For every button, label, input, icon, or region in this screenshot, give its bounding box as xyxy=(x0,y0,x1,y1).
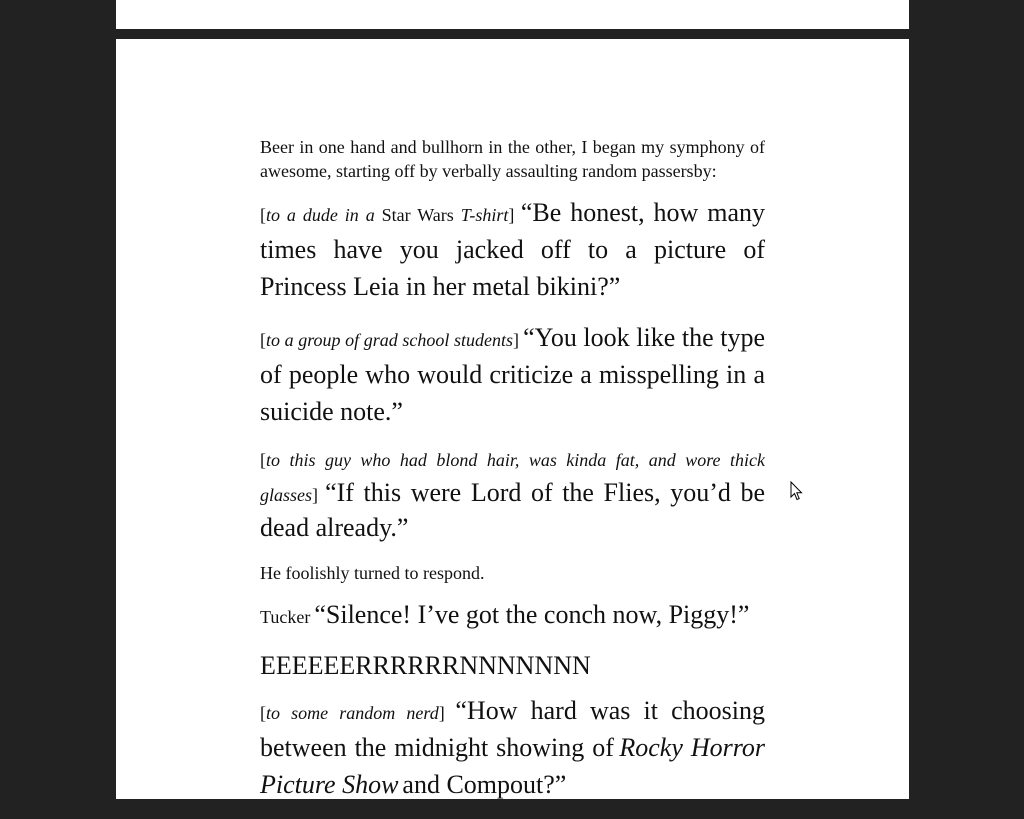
stage-direction-2: [to a group of grad school students] xyxy=(260,330,519,350)
narration-paragraph: He foolishly turned to respond. xyxy=(260,563,485,583)
quote-paragraph-5 xyxy=(260,694,765,805)
quote-5-title: Rocky Horror Picture Show xyxy=(260,733,766,799)
quote-3: “If this were Lord of the Flies, you’d be dead already.” xyxy=(260,478,765,542)
quote-paragraph-4 xyxy=(260,598,765,635)
current-page xyxy=(116,39,909,799)
page-text xyxy=(260,135,765,819)
stage-direction-5-text: to some random nerd xyxy=(266,703,439,723)
quote-5a: “How hard was it choosing between the midnight showing of xyxy=(260,696,765,762)
intro-paragraph: Beer in one hand and bullhorn in the other, I began my symphony of awesome, starting off by verbally assaulting random passersby: xyxy=(260,137,765,181)
quote-paragraph-2 xyxy=(260,321,765,432)
shout-line: EEEEEERRRRRRNNNNNNN xyxy=(260,651,591,680)
stage-direction-3-text: to this guy who had blond hair, was kinda fat, and wore thick glasses xyxy=(260,450,765,505)
quote-1: “Be honest, how many times have you jacked off to a picture of Princess Leia in her metal bikini?” xyxy=(260,198,765,301)
stage-direction-3: [to this guy who had blond hair, was kinda fat, and wore thick glasses] xyxy=(260,450,765,505)
stage-direction-5: [to some random nerd] xyxy=(260,703,445,723)
stage-direction-1a: to a dude in a xyxy=(266,205,375,225)
quote-4: “Silence! I’ve got the conch now, Piggy!” xyxy=(314,600,750,629)
mouse-pointer-icon xyxy=(790,481,804,501)
quote-2: “You look like the type of people who would criticize a misspelling in a suicide note.” xyxy=(260,323,765,426)
quote-paragraph-1 xyxy=(260,196,765,307)
stage-direction-1c: T-shirt xyxy=(460,205,509,225)
stage-direction-2-text: to a group of grad school students xyxy=(266,330,513,350)
quote-paragraph-3 xyxy=(260,446,765,547)
stage-direction-1b: Star Wars xyxy=(381,205,454,225)
previous-page xyxy=(116,0,909,29)
quote-5b: and Compout?” xyxy=(402,770,567,799)
speaker-label: Tucker xyxy=(260,607,311,627)
stage-direction-1: [to a dude in a Star Wars T-shirt] xyxy=(260,205,515,225)
